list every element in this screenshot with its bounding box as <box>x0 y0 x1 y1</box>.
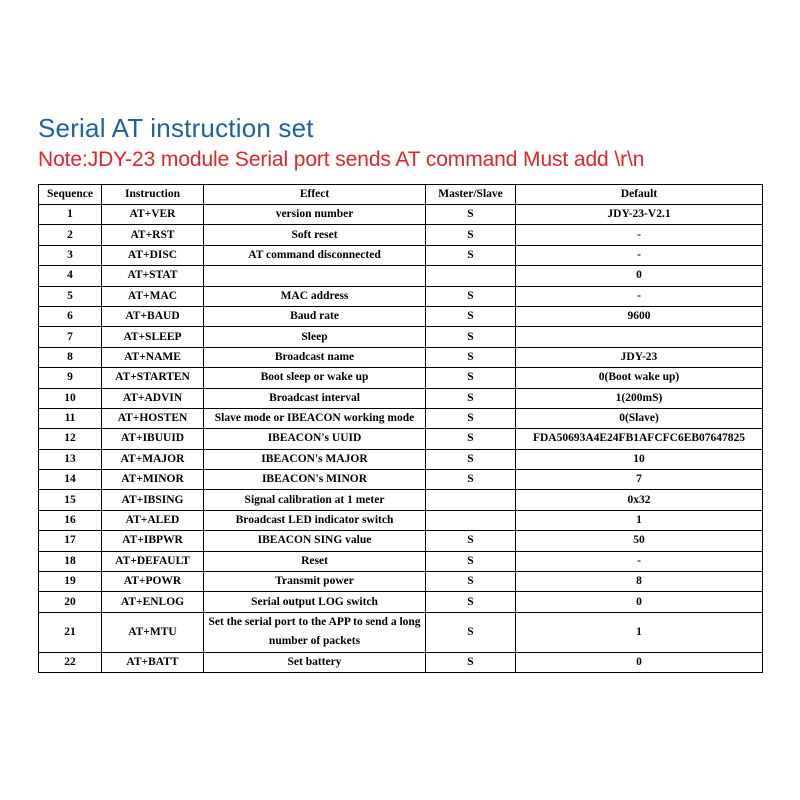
cell-instruction: AT+MAC <box>102 286 204 306</box>
cell-default: 50 <box>516 531 763 551</box>
cell-master-slave: S <box>426 245 516 265</box>
cell-sequence: 14 <box>39 470 102 490</box>
cell-master-slave: S <box>426 205 516 225</box>
cell-sequence: 3 <box>39 245 102 265</box>
cell-sequence: 9 <box>39 368 102 388</box>
cell-sequence: 18 <box>39 551 102 571</box>
cell-sequence: 10 <box>39 388 102 408</box>
table-header-row <box>39 185 763 205</box>
cell-instruction: AT+SLEEP <box>102 327 204 347</box>
cell-default: - <box>516 286 763 306</box>
cell-effect: IBEACON's MAJOR <box>204 449 426 469</box>
cell-sequence: 13 <box>39 449 102 469</box>
cell-master-slave: S <box>426 388 516 408</box>
cell-master-slave: S <box>426 449 516 469</box>
table-row <box>39 429 763 449</box>
cell-effect: AT command disconnected <box>204 245 426 265</box>
cell-master-slave <box>426 266 516 286</box>
cell-master-slave: S <box>426 531 516 551</box>
cell-effect: Serial output LOG switch <box>204 592 426 612</box>
cell-sequence: 15 <box>39 490 102 510</box>
cell-sequence: 20 <box>39 592 102 612</box>
cell-sequence: 19 <box>39 572 102 592</box>
cell-sequence: 7 <box>39 327 102 347</box>
cell-instruction: AT+IBUUID <box>102 429 204 449</box>
cell-instruction: AT+VER <box>102 205 204 225</box>
cell-default: 0x32 <box>516 490 763 510</box>
table-row <box>39 347 763 367</box>
note-text: Note:JDY-23 module Serial port sends AT command Must add \r\n <box>38 148 645 171</box>
cell-master-slave: S <box>426 347 516 367</box>
cell-instruction: AT+NAME <box>102 347 204 367</box>
table-row <box>39 510 763 530</box>
cell-sequence: 6 <box>39 306 102 326</box>
cell-default: - <box>516 225 763 245</box>
table-row <box>39 652 763 672</box>
cell-default: 1 <box>516 612 763 652</box>
cell-effect: IBEACON's UUID <box>204 429 426 449</box>
cell-default: 0 <box>516 592 763 612</box>
cell-default: 1(200mS) <box>516 388 763 408</box>
cell-effect: Signal calibration at 1 meter <box>204 490 426 510</box>
cell-default: 0(Slave) <box>516 408 763 428</box>
cell-master-slave: S <box>426 652 516 672</box>
table-row <box>39 368 763 388</box>
table-row <box>39 490 763 510</box>
cell-master-slave: S <box>426 551 516 571</box>
cell-effect: version number <box>204 205 426 225</box>
table-row <box>39 612 763 652</box>
table-row <box>39 225 763 245</box>
table-row <box>39 449 763 469</box>
cell-effect: Transmit power <box>204 572 426 592</box>
cell-master-slave: S <box>426 327 516 347</box>
cell-sequence: 16 <box>39 510 102 530</box>
header-instruction: Instruction <box>102 185 204 205</box>
table-row <box>39 551 763 571</box>
cell-default: - <box>516 551 763 571</box>
cell-master-slave: S <box>426 306 516 326</box>
table-row <box>39 327 763 347</box>
cell-effect: Soft reset <box>204 225 426 245</box>
cell-instruction: AT+HOSTEN <box>102 408 204 428</box>
table-row <box>39 306 763 326</box>
at-instruction-table <box>38 184 763 673</box>
cell-default: 9600 <box>516 306 763 326</box>
cell-instruction: AT+MTU <box>102 612 204 652</box>
table-row <box>39 286 763 306</box>
cell-instruction: AT+MAJOR <box>102 449 204 469</box>
cell-effect: Reset <box>204 551 426 571</box>
cell-instruction: AT+STAT <box>102 266 204 286</box>
header-default: Default <box>516 185 763 205</box>
cell-default: 8 <box>516 572 763 592</box>
cell-default: JDY-23 <box>516 347 763 367</box>
table-row <box>39 205 763 225</box>
cell-instruction: AT+BAUD <box>102 306 204 326</box>
cell-instruction: AT+ADVIN <box>102 388 204 408</box>
header-master-slave: Master/Slave <box>426 185 516 205</box>
header-sequence: Sequence <box>39 185 102 205</box>
cell-effect: Baud rate <box>204 306 426 326</box>
cell-effect: IBEACON SING value <box>204 531 426 551</box>
cell-master-slave: S <box>426 286 516 306</box>
cell-instruction: AT+ENLOG <box>102 592 204 612</box>
table-row <box>39 408 763 428</box>
cell-instruction: AT+STARTEN <box>102 368 204 388</box>
cell-effect: Slave mode or IBEACON working mode <box>204 408 426 428</box>
cell-instruction: AT+POWR <box>102 572 204 592</box>
cell-default <box>516 327 763 347</box>
cell-sequence: 2 <box>39 225 102 245</box>
cell-sequence: 11 <box>39 408 102 428</box>
cell-default: 7 <box>516 470 763 490</box>
cell-instruction: AT+ALED <box>102 510 204 530</box>
cell-master-slave: S <box>426 592 516 612</box>
cell-effect: Broadcast name <box>204 347 426 367</box>
cell-default: 1 <box>516 510 763 530</box>
header-effect: Effect <box>204 185 426 205</box>
cell-master-slave <box>426 490 516 510</box>
cell-effect: Broadcast LED indicator switch <box>204 510 426 530</box>
cell-instruction: AT+DEFAULT <box>102 551 204 571</box>
cell-effect: Sleep <box>204 327 426 347</box>
cell-sequence: 22 <box>39 652 102 672</box>
table-body <box>39 205 763 673</box>
table-row <box>39 388 763 408</box>
table-row <box>39 266 763 286</box>
cell-instruction: AT+MINOR <box>102 470 204 490</box>
cell-instruction: AT+IBPWR <box>102 531 204 551</box>
cell-sequence: 5 <box>39 286 102 306</box>
cell-default: - <box>516 245 763 265</box>
page-title: Serial AT instruction set <box>38 113 314 143</box>
cell-default: 0(Boot wake up) <box>516 368 763 388</box>
cell-master-slave: S <box>426 429 516 449</box>
cell-sequence: 17 <box>39 531 102 551</box>
cell-sequence: 21 <box>39 612 102 652</box>
table-row <box>39 245 763 265</box>
cell-sequence: 12 <box>39 429 102 449</box>
table-row <box>39 531 763 551</box>
cell-effect: MAC address <box>204 286 426 306</box>
cell-master-slave <box>426 510 516 530</box>
cell-default: FDA50693A4E24FB1AFCFC6EB07647825 <box>516 429 763 449</box>
cell-master-slave: S <box>426 572 516 592</box>
cell-sequence: 8 <box>39 347 102 367</box>
cell-master-slave: S <box>426 612 516 652</box>
cell-sequence: 1 <box>39 205 102 225</box>
cell-master-slave: S <box>426 470 516 490</box>
cell-instruction: AT+RST <box>102 225 204 245</box>
cell-default: JDY-23-V2.1 <box>516 205 763 225</box>
cell-instruction: AT+DISC <box>102 245 204 265</box>
table-row <box>39 592 763 612</box>
cell-effect <box>204 266 426 286</box>
cell-effect: Set the serial port to the APP to send a long number of packets <box>204 612 426 652</box>
cell-sequence: 4 <box>39 266 102 286</box>
cell-instruction: AT+IBSING <box>102 490 204 510</box>
cell-master-slave: S <box>426 368 516 388</box>
cell-default: 0 <box>516 266 763 286</box>
cell-effect: Boot sleep or wake up <box>204 368 426 388</box>
table-row <box>39 470 763 490</box>
cell-instruction: AT+BATT <box>102 652 204 672</box>
cell-default: 0 <box>516 652 763 672</box>
cell-default: 10 <box>516 449 763 469</box>
table-row <box>39 572 763 592</box>
cell-effect: Set battery <box>204 652 426 672</box>
cell-effect: IBEACON's MINOR <box>204 470 426 490</box>
cell-master-slave: S <box>426 408 516 428</box>
cell-master-slave: S <box>426 225 516 245</box>
cell-effect: Broadcast interval <box>204 388 426 408</box>
